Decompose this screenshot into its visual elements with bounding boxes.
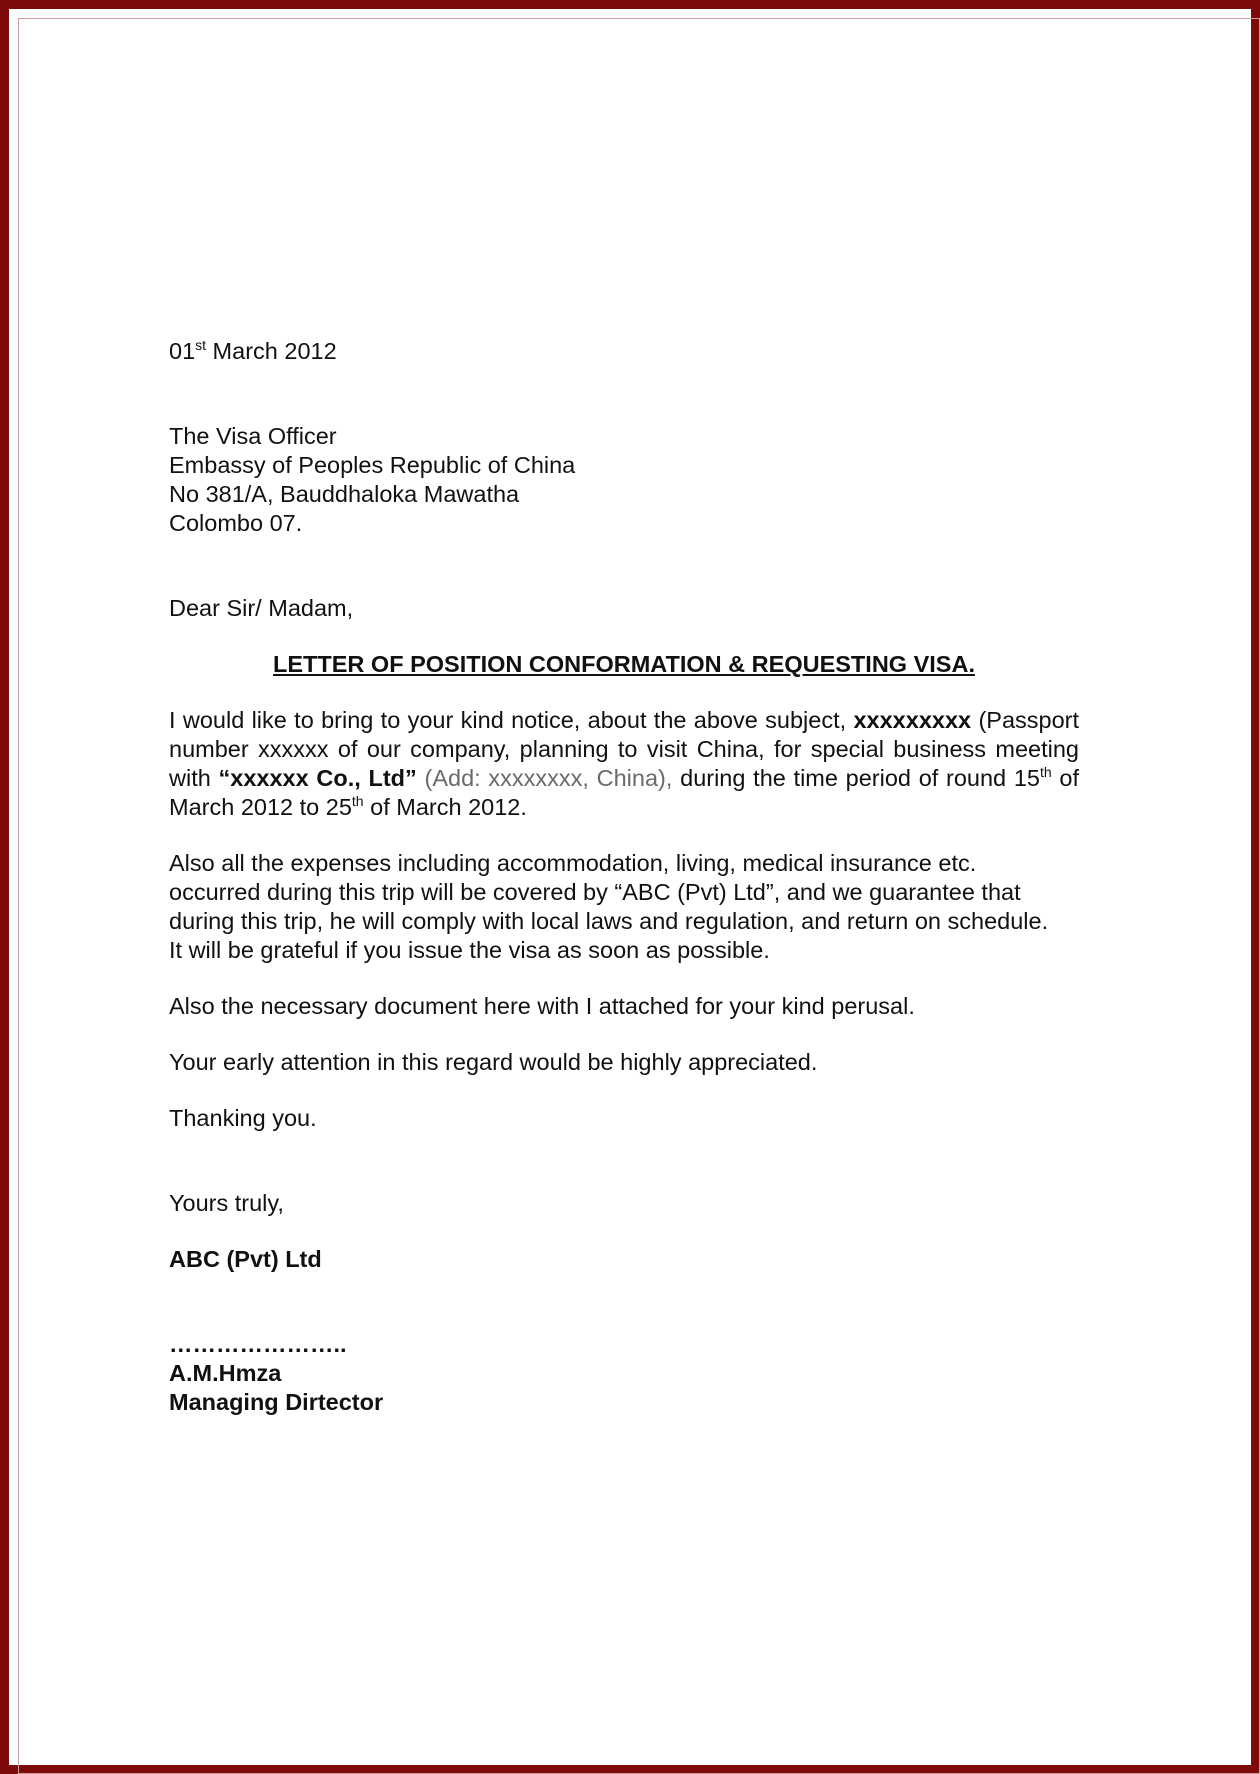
signatory-name: A.M.Hmza [169, 1360, 282, 1386]
recipient-line: No 381/A, Bauddhaloka Mawatha [169, 481, 520, 507]
thanks-line: Thanking you. [169, 1105, 317, 1131]
paragraph-line: Also all the expenses including accommodation, living, medical insurance etc. [169, 850, 977, 876]
host-company: “xxxxxx Co., Ltd” [218, 765, 417, 791]
paragraph-line: during this trip, he will comply with local laws and regulation, and return on schedule. [169, 908, 1049, 934]
paragraph-attention: Your early attention in this regard would be highly appreciated. [169, 1049, 818, 1075]
recipient-line: Embassy of Peoples Republic of China [169, 452, 576, 478]
letter-body [169, 337, 1109, 1417]
recipient-address [169, 422, 1109, 538]
signatory-title: Managing Dirtector [169, 1389, 384, 1415]
company-signature: ABC (Pvt) Ltd [169, 1246, 322, 1272]
signature-line: ………………….. [169, 1331, 347, 1357]
recipient-line: Colombo 07. [169, 510, 303, 536]
host-address: (Add: xxxxxxxx, China), [424, 765, 673, 791]
traveller-name: xxxxxxxxx [853, 707, 972, 733]
salutation: Dear Sir/ Madam, [169, 595, 354, 621]
paragraph-attachment: Also the necessary document here with I attached for your kind perusal. [169, 993, 915, 1019]
paragraph-request: I would like to bring to your kind notice, about the above subject, xxxxxxxxx (Passport number xxxxxx of our company, planning to visit China, for special business meeting with “xxxxxx Co., Ltd” (Add: xxxxxxxx, China), during the time period of round 15th of March 2012 to 25th of March 2012. [169, 707, 1080, 820]
paragraph-expenses [169, 849, 1109, 965]
recipient-line: The Visa Officer [169, 423, 337, 449]
subject-heading: LETTER OF POSITION CONFORMATION & REQUESTING VISA. [273, 651, 975, 677]
paragraph-line: occurred during this trip will be covered by “ABC (Pvt) Ltd”, and we guarantee that [169, 879, 1021, 905]
closing-line: Yours truly, [169, 1190, 284, 1216]
letter-date: 01st March 2012 [169, 337, 337, 364]
paragraph-line: It will be grateful if you issue the visa as soon as possible. [169, 937, 770, 963]
